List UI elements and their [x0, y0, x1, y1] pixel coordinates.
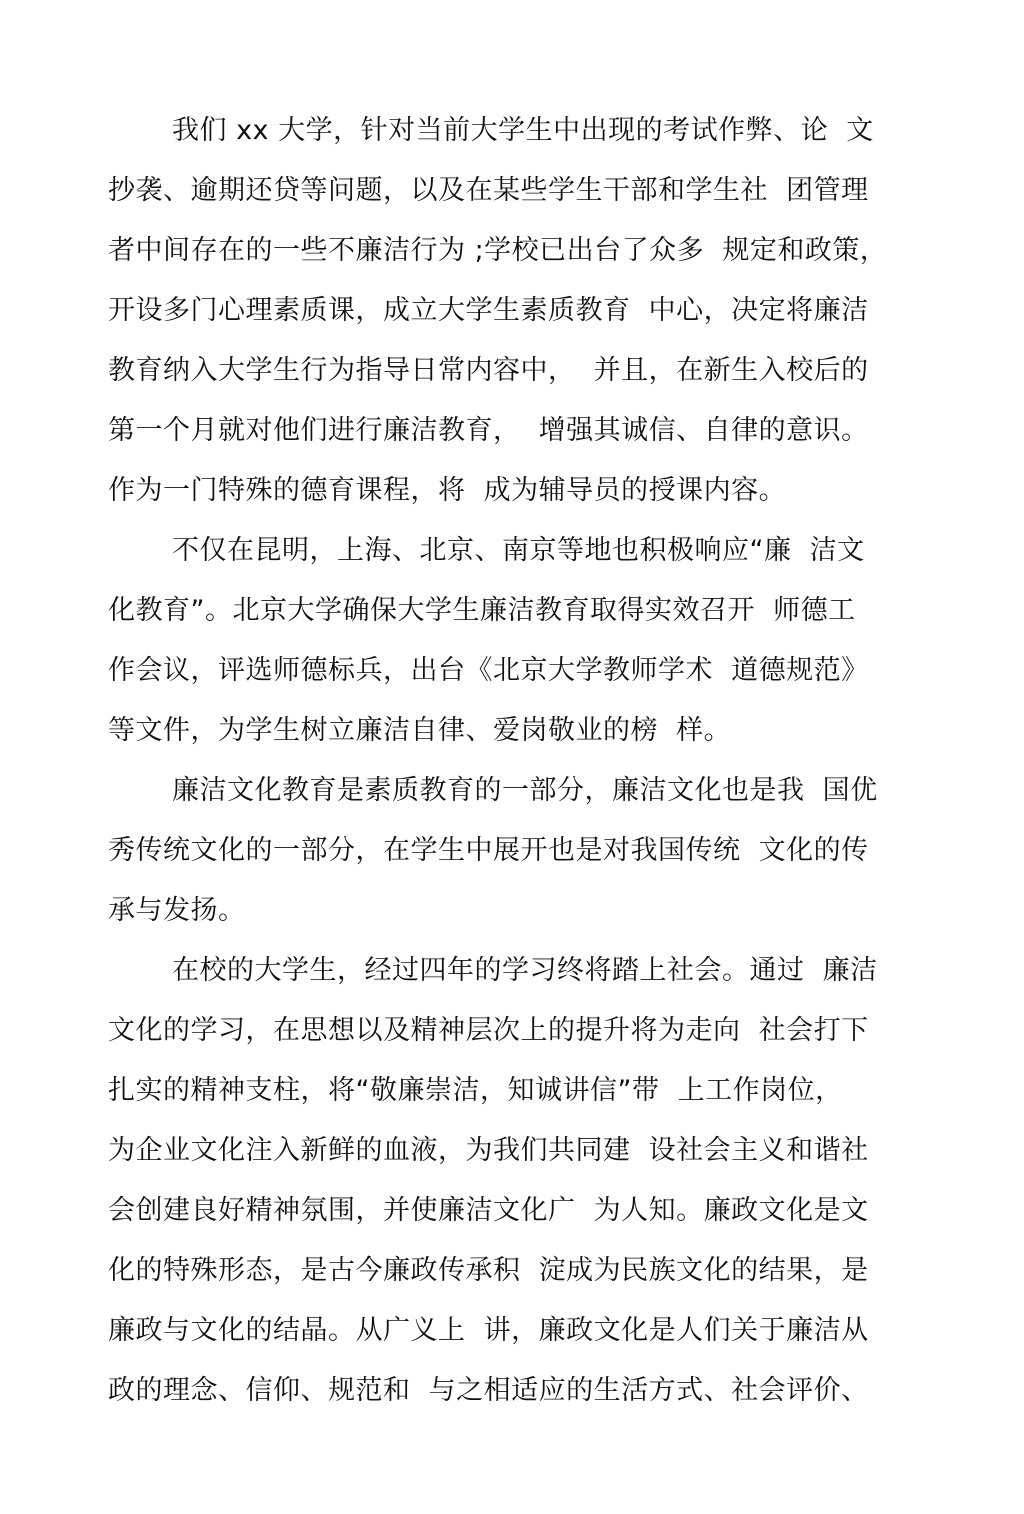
paragraph-4-line-3: 扎实的精神支柱，将“敬廉崇洁，知诚讲信”带 上工作岗位，	[108, 1075, 843, 1106]
paragraph-2-line-4: 等文件，为学生树立廉洁自律、爱岗敬业的榜 样。	[108, 715, 732, 746]
paragraph-4-line-8: 政的理念、信仰、规范和 与之相适应的生活方式、社会评价、	[108, 1375, 869, 1406]
paragraph-2-line-1: 不仅在昆明，上海、北京、南京等地也积极响应“廉 洁文	[172, 535, 865, 566]
paragraph-1-line-6: 第一个月就对他们进行廉洁教育， 增强其诚信、自律的意识。	[108, 415, 869, 446]
paragraph-2-line-3: 作会议，评选师德标兵，出台《北京大学教师学术 道德规范》	[108, 655, 869, 686]
paragraph-4-line-5: 会创建良好精神氛围，并使廉洁文化广 为人知。廉政文化是文	[108, 1195, 869, 1226]
paragraph-4-line-1: 在校的大学生，经过四年的学习终将踏上社会。通过 廉洁	[172, 955, 878, 986]
paragraph-3-line-1: 廉洁文化教育是素质教育的一部分，廉洁文化也是我 国优	[172, 775, 878, 806]
paragraph-3-line-3: 承与发扬。	[108, 895, 246, 926]
paragraph-1-line-5: 教育纳入大学生行为指导日常内容中， 并且，在新生入校后的	[108, 355, 869, 386]
paragraph-3-line-2: 秀传统文化的一部分，在学生中展开也是对我国传统 文化的传	[108, 835, 869, 866]
paragraph-1-line-3: 者中间存在的一些不廉洁行为 ;学校已出台了众多 规定和政策，	[108, 235, 888, 266]
paragraph-1-line-1: 我们 xx 大学，针对当前大学生中出现的考试作弊、论 文	[172, 115, 874, 146]
paragraph-2-line-2: 化教育”。北京大学确保大学生廉洁教育取得实效召开 师德工	[108, 595, 856, 626]
paragraph-1-line-2: 抄袭、逾期还贷等问题，以及在某些学生干部和学生社 团管理	[108, 175, 869, 206]
paragraph-4-line-6: 化的特殊形态，是古今廉政传承积 淀成为民族文化的结果，是	[108, 1255, 869, 1286]
paragraph-1-line-4: 开设多门心理素质课，成立大学生素质教育 中心，决定将廉洁	[108, 295, 869, 326]
paragraph-1-line-7: 作为一门特殊的德育课程，将 成为辅导员的授课内容。	[108, 475, 787, 506]
paragraph-4-line-7: 廉政与文化的结晶。从广义上 讲，廉政文化是人们关于廉洁从	[108, 1315, 869, 1346]
paragraph-4-line-4: 为企业文化注入新鲜的血液，为我们共同建 设社会主义和谐社	[108, 1135, 869, 1166]
paragraph-4-line-2: 文化的学习，在思想以及精神层次上的提升将为走向 社会打下	[108, 1015, 869, 1046]
